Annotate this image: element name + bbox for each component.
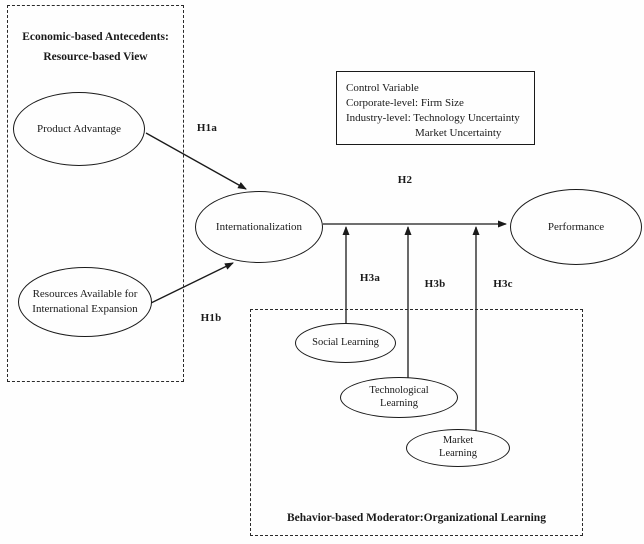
node-performance-label: Performance (547, 220, 605, 233)
node-internationalization-label: Internationalization (215, 220, 303, 233)
node-technological-learning (340, 377, 458, 418)
label-h3c: H3c (493, 278, 513, 290)
label-h1a: H1a (196, 122, 218, 134)
node-resources-available-label: Resources Available for International Expansion (32, 288, 138, 315)
control-box-line-4: Market Uncertainty (415, 127, 502, 139)
label-h1b: H1b (200, 312, 222, 324)
label-h3a: H3a (359, 272, 381, 284)
control-box-line-1: Control Variable (346, 82, 419, 94)
antecedents-title-line1: Economic-based Antecedents: (22, 31, 169, 43)
node-performance (510, 189, 642, 265)
antecedents-box-title (8, 6, 183, 67)
antecedents-title-line2: Resource-based View (43, 51, 148, 63)
node-market-learning-label: Market Learning (439, 435, 477, 459)
control-box-line-2: Corporate-level: Firm Size (346, 97, 464, 109)
node-product-advantage (13, 92, 145, 166)
label-h3b: H3b (424, 278, 446, 290)
node-market-learning (406, 429, 510, 467)
moderator-box-title: Behavior-based Moderator:Organizational Learning (287, 512, 546, 524)
node-social-learning (295, 323, 396, 363)
node-social-learning-label: Social Learning (312, 336, 379, 348)
control-variable-box (336, 71, 535, 145)
node-product-advantage-label: Product Advantage (36, 122, 121, 135)
node-resources-available (18, 267, 152, 337)
control-box-line-3: Industry-level: Technology Uncertainty (346, 112, 520, 124)
node-technological-learning-label: Technological Learning (369, 384, 429, 409)
label-h2: H2 (397, 174, 413, 186)
node-internationalization (195, 191, 323, 263)
